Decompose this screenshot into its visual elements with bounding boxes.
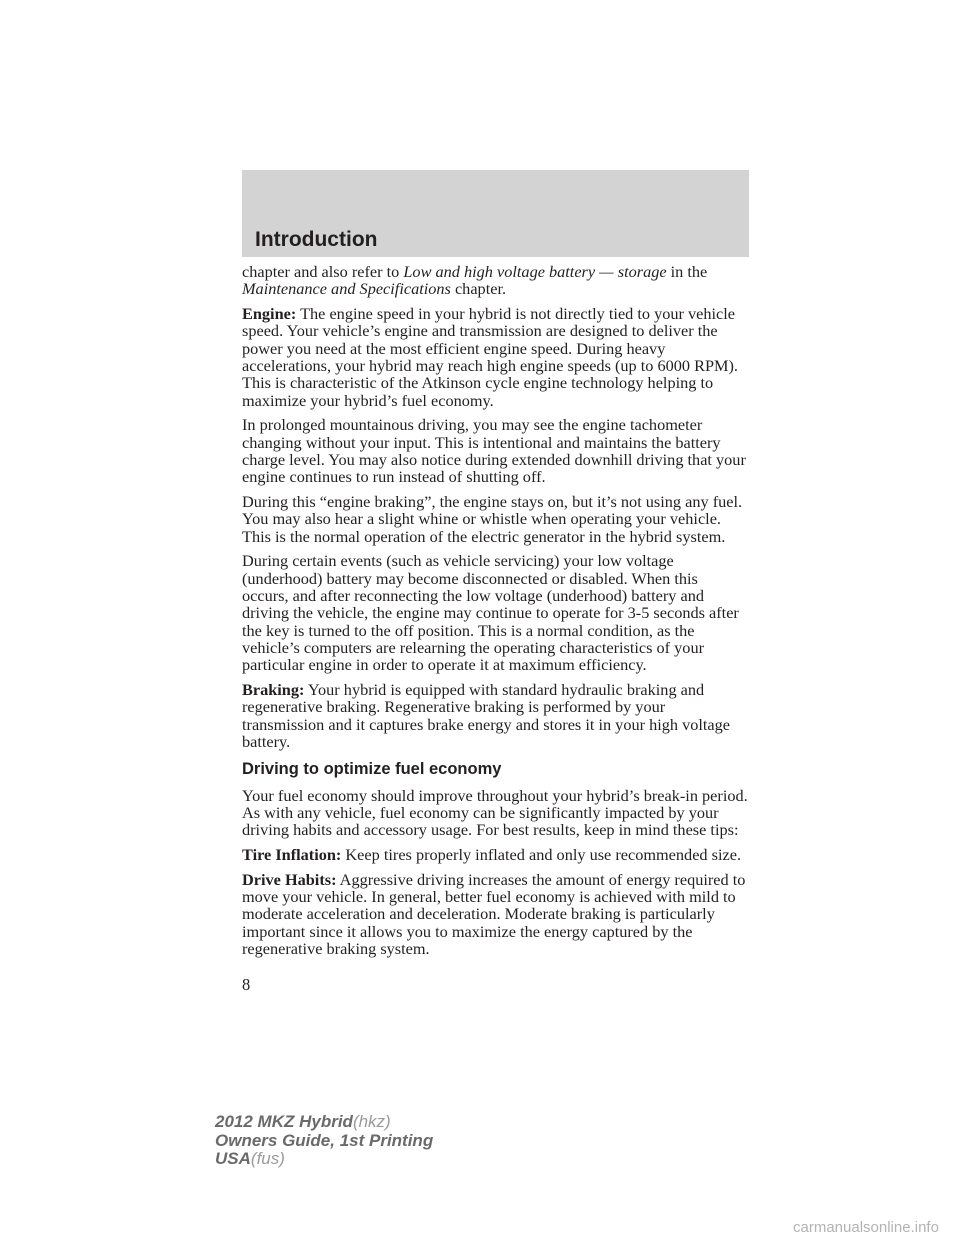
paragraph-fuel-economy: Your fuel economy should improve throughout your hybrid’s break-in period. As with any vehicle, fuel economy can be significantly impacted by your driving habits and accessory usage. For best results, keep in mind these tips: (242, 785, 748, 840)
tire-inflation-label: Tire Inflation: (242, 844, 342, 864)
chapter-reference: Maintenance and Specifications (242, 279, 451, 299)
footer-line-printing: Owners Guide, 1st Printing (215, 1130, 434, 1150)
drive-habits-label: Drive Habits: (242, 869, 337, 889)
section-header (242, 170, 749, 257)
paragraph-braking: Braking: Your hybrid is equipped with standard hydraulic braking and regenerative braking. Regenerative braking is performed by your transmission and it captures brake energy and stores it in your high voltage battery. (242, 680, 731, 751)
footer-line-model: 2012 MKZ Hybrid(hkz) (215, 1112, 391, 1131)
footer-line-region: USA(fus) (215, 1149, 285, 1168)
engine-label: Engine: (242, 304, 297, 324)
paragraph-tire-inflation: Tire Inflation: Keep tires properly inflated and only use recommended size. (242, 844, 742, 864)
paragraph-battery-events: During certain events (such as vehicle servicing) your low voltage (underhood) battery may become disconnected or disabled. When this occurs, and after reconnecting the low voltage (underhood) battery and driving the vehicle, the engine may continue to operate for 3-5 seconds after the key is turned to the off position. This is a normal condition, as the vehicle’s computers are relearning the operating characteristics of your particular engine in order to operate it at maximum efficiency. (242, 551, 739, 675)
paragraph-engine-braking: During this “engine braking”, the engine stays on, but it’s not using any fuel. You may also hear a slight whine or whistle when operating your vehicle. This is the normal operation of the electric generator in the hybrid system. (242, 492, 743, 546)
subheading-fuel-economy: Driving to optimize fuel economy (242, 760, 502, 779)
braking-label: Braking: (242, 680, 305, 700)
document-footer (215, 1113, 433, 1169)
page-body (242, 263, 748, 965)
paragraph-drive-habits: Drive Habits: Aggressive driving increases the amount of energy required to move your vehicle. In general, better fuel economy is achieved with mild to moderate acceleration and deceleration. Moderate braking is particularly important since it allows you to maximize the energy captured by the regenerative braking system. (242, 869, 746, 958)
section-title: Introduction (255, 228, 378, 251)
page-number: 8 (242, 975, 251, 994)
watermark-link[interactable]: carmanualsonline.info (793, 1219, 939, 1236)
paragraph-storage-reference: chapter and also refer to Low and high voltage battery — storage in the Maintenance and Specifications chapter. (242, 262, 708, 299)
storage-reference: Low and high voltage battery — storage (403, 262, 667, 281)
paragraph-engine: Engine: The engine speed in your hybrid is not directly tied to your vehicle speed. Your vehicle’s engine and transmission are designed to deliver the power you need at the most efficient engine speed. During heavy accelerations, your hybrid may reach high engine speeds (up to 6000 RPM). This is characteristic of the Atkinson cycle engine technology helping to maximize your hybrid’s fuel economy. (242, 304, 738, 410)
paragraph-mountain-driving: In prolonged mountainous driving, you may see the engine tachometer changing without your input. This is intentional and maintains the battery charge level. You may also notice during extended downhill driving that your engine continues to run instead of shutting off. (242, 415, 746, 487)
